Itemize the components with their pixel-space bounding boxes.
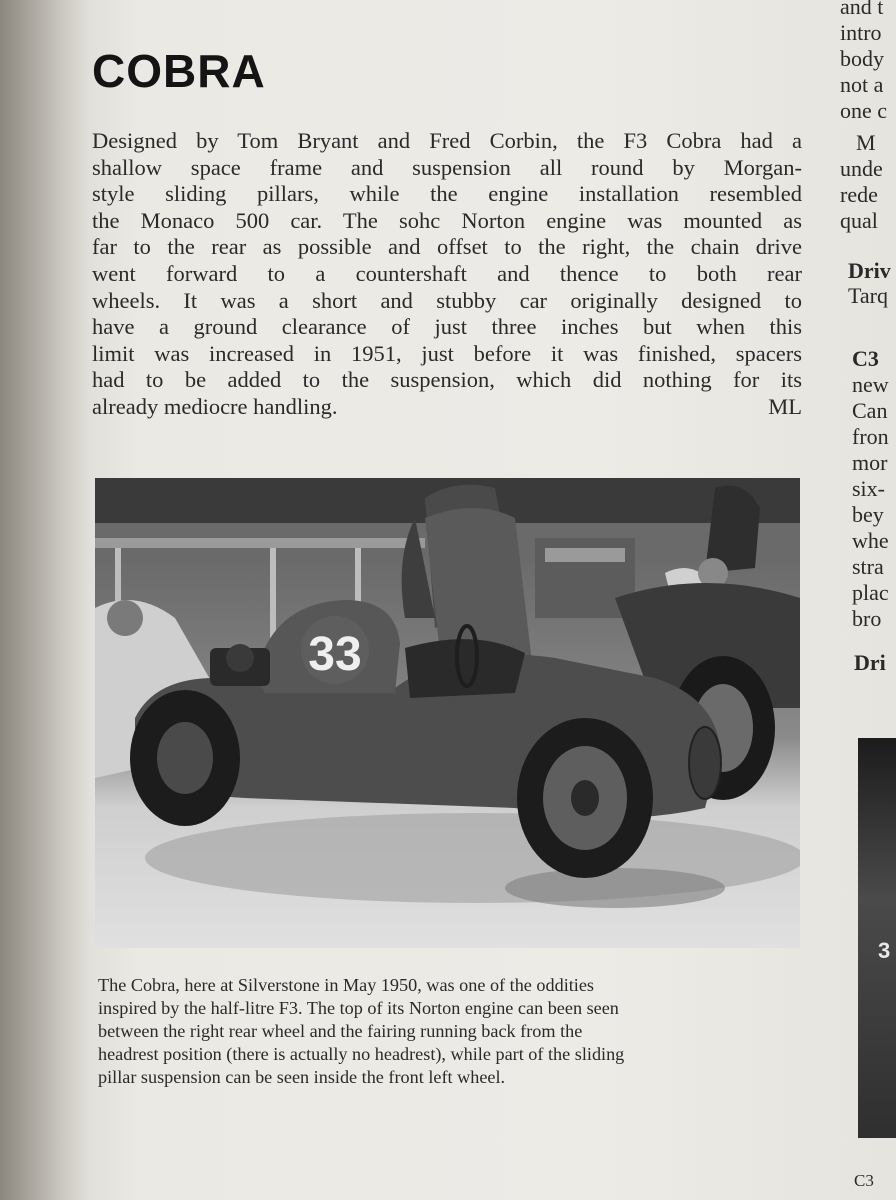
body-line: shallow space frame and suspension all round by Morgan- <box>92 154 802 180</box>
caption-line: between the right rear wheel and the fairing running back from the <box>98 1021 583 1041</box>
body-line: had to be added to the suspension, which did nothing for its <box>92 367 802 393</box>
column-fragment: intro <box>840 20 882 45</box>
caption-line: The Cobra, here at Silverstone in May 1950, was one of the oddities <box>98 975 595 995</box>
caption-line: pillar suspension can be seen inside the front left wheel. <box>98 1067 506 1087</box>
column-fragment: and t <box>840 0 884 19</box>
body-line: far to the rear as possible and offset to the right, the chain drive <box>92 234 802 260</box>
author-initials: ML <box>768 393 802 419</box>
caption-line: inspired by the half-litre F3. The top of its Norton engine can been seen <box>98 998 619 1018</box>
column-fragment: body <box>840 46 884 71</box>
column-fragment: stra <box>852 554 884 579</box>
column-fragment: Driv <box>848 258 891 283</box>
body-line: have a ground clearance of just three inches but when this <box>92 314 802 340</box>
column-fragment: new <box>852 372 889 397</box>
body-line: limit was increased in 1951, just before it was finished, spacers <box>92 340 802 366</box>
race-car-illustration <box>95 478 800 948</box>
column-fragment: six- <box>852 476 885 501</box>
body-line: style sliding pillars, while the engine installation resembled <box>92 181 802 207</box>
column-fragment: C3 <box>852 346 879 371</box>
photo-caption <box>98 974 798 1089</box>
article-body <box>92 128 802 421</box>
column-fragment: unde <box>840 156 883 181</box>
body-line: already mediocre handling. <box>92 393 338 419</box>
column-fragment: C3 <box>854 1171 874 1190</box>
car-number: 33 <box>308 628 362 681</box>
column-fragment: bro <box>852 606 882 631</box>
column-fragment: mor <box>852 450 888 475</box>
column-fragment: qual <box>840 208 878 233</box>
column-fragment: whe <box>852 528 889 553</box>
body-line: Designed by Tom Bryant and Fred Corbin, the F3 Cobra had a <box>92 128 802 153</box>
column-fragment: rede <box>840 182 878 207</box>
column-fragment: Tarq <box>848 283 888 308</box>
body-last-line <box>92 394 802 421</box>
column-fragment: fron <box>852 424 889 449</box>
column-fragment: M <box>856 130 876 155</box>
race-car-photo <box>95 478 800 948</box>
column-fragment: plac <box>852 580 889 605</box>
column-fragment: Dri <box>854 650 886 675</box>
column-fragment: not a <box>840 72 884 97</box>
body-line: went forward to a countershaft and thence to both rear <box>92 260 802 286</box>
body-line: the Monaco 500 car. The sohc Norton engine was mounted as <box>92 207 802 233</box>
column-fragment: bey <box>852 502 884 527</box>
body-line: wheels. It was a short and stubby car originally designed to <box>92 287 802 313</box>
next-photo-number: 3 <box>878 938 891 963</box>
next-column-photo <box>858 738 896 1138</box>
caption-line: headrest position (there is actually no headrest), while part of the sliding <box>98 1044 625 1064</box>
column-fragment: Can <box>852 398 888 423</box>
article-title: COBRA <box>92 45 266 97</box>
column-fragment: one c <box>840 98 888 123</box>
